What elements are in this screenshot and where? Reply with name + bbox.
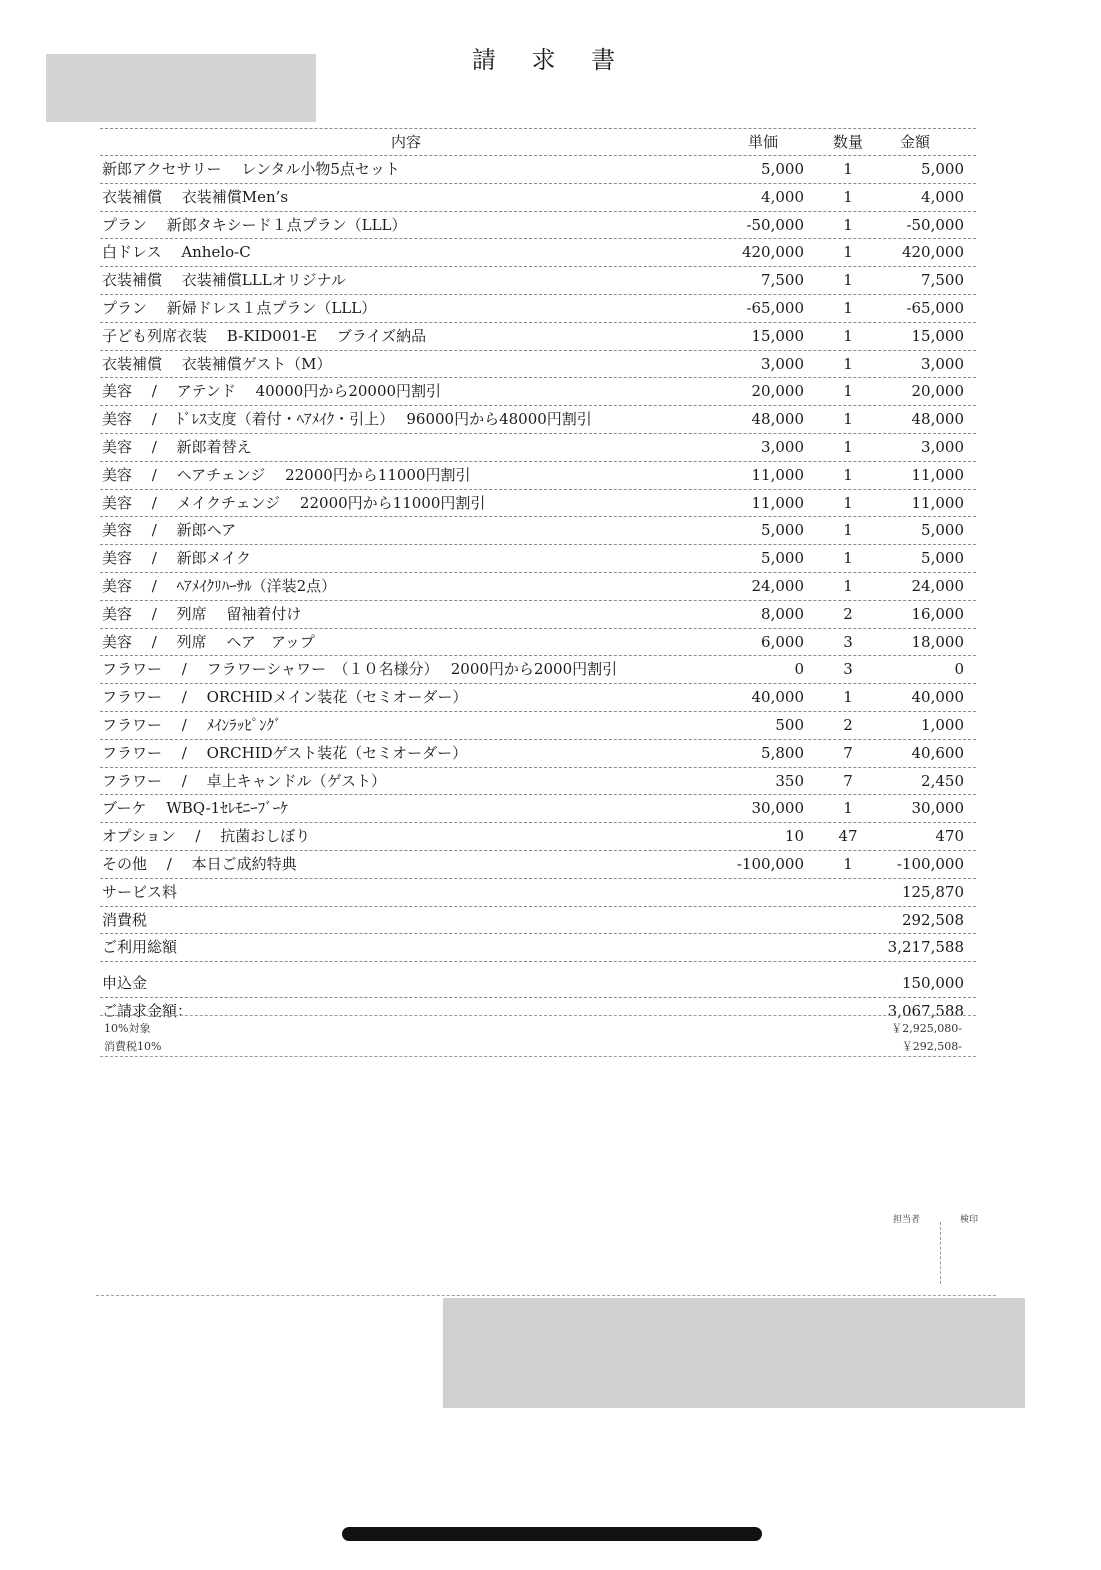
- item-price: 30,000: [751, 799, 804, 818]
- item-qty: 1: [843, 799, 853, 818]
- deposit-label: 申込金: [102, 974, 148, 993]
- item-qty: 2: [843, 604, 853, 623]
- item-desc: 美容 / ﾍｱﾒｲｸﾘﾊｰｻﾙ（洋装2点）: [102, 576, 337, 595]
- item-amount: 3,000: [921, 437, 964, 456]
- item-amount: 16,000: [911, 604, 964, 623]
- staff-stamp-label: 担当者: [893, 1215, 921, 1225]
- item-amount: 40,000: [911, 688, 964, 707]
- item-desc: 美容 / 新郎着替え: [102, 437, 252, 456]
- header-amount: 金額: [899, 133, 930, 151]
- billing-value: 3,067,588: [887, 1001, 964, 1020]
- item-amount: 5,000: [921, 160, 964, 178]
- table-row: [100, 434, 976, 462]
- item-desc: フラワー / ORCHIDゲスト装花（セミオーダー）: [102, 743, 468, 762]
- item-amount: 470: [935, 827, 964, 846]
- item-desc: 衣装補償 衣装補償LLLオリジナル: [102, 271, 346, 290]
- header-desc: 内容: [390, 133, 421, 151]
- item-amount: -65,000: [906, 298, 964, 317]
- item-amount: -50,000: [906, 215, 964, 234]
- item-price: 420,000: [741, 243, 804, 262]
- table-row: [100, 851, 976, 879]
- tax-rate-row: [100, 1038, 976, 1057]
- item-qty: 1: [843, 854, 853, 873]
- summary-tax-row: [100, 907, 976, 935]
- item-amount: 20,000: [911, 382, 964, 401]
- table-row: [100, 517, 976, 545]
- total-value: 3,217,588: [887, 938, 964, 957]
- item-price: 350: [775, 771, 804, 790]
- tax-breakdown: [100, 1015, 976, 1057]
- table-row: [100, 406, 976, 434]
- table-row: [100, 378, 976, 406]
- item-price: 11,000: [751, 465, 804, 484]
- item-price: 8,000: [761, 604, 804, 623]
- item-amount: 5,000: [921, 521, 964, 540]
- service-value: 125,870: [901, 882, 964, 901]
- item-price: 11,000: [751, 493, 804, 512]
- item-desc: 美容 / 列席 留袖着付け: [102, 604, 302, 623]
- item-price: 24,000: [751, 576, 804, 595]
- item-price: -65,000: [746, 298, 804, 317]
- item-qty: 1: [843, 688, 853, 707]
- item-desc: 新郎アクセサリー レンタル小物5点セット: [102, 160, 400, 178]
- table-row: [100, 490, 976, 518]
- item-qty: 1: [843, 298, 853, 317]
- item-qty: 1: [843, 326, 853, 345]
- item-amount: 48,000: [911, 410, 964, 429]
- item-price: 20,000: [751, 382, 804, 401]
- table-row: [100, 239, 976, 267]
- item-qty: 1: [843, 187, 853, 206]
- table-header: [100, 128, 976, 156]
- table-row: [100, 629, 976, 657]
- item-amount: 30,000: [911, 799, 964, 818]
- stamp-divider: [940, 1222, 941, 1284]
- item-desc: 美容 / ﾄﾞﾚｽ支度（着付・ﾍｱﾒｲｸ・引上） 96000円から48000円割引: [102, 410, 592, 429]
- item-qty: 1: [843, 576, 853, 595]
- table-row: [100, 656, 976, 684]
- header-qty: 数量: [832, 133, 863, 151]
- tax-value: 292,508: [901, 910, 964, 929]
- item-desc: 美容 / アテンド 40000円から20000円割引: [102, 382, 442, 401]
- table-row: [100, 601, 976, 629]
- item-desc: フラワー / フラワーシャワー （１０名様分） 2000円から2000円割引: [102, 660, 618, 679]
- item-desc: その他 / 本日ご成約特典: [102, 854, 297, 873]
- item-price: 3,000: [761, 437, 804, 456]
- item-desc: 美容 / 列席 ヘア アップ: [102, 632, 315, 651]
- summary-service-row: [100, 879, 976, 907]
- item-desc: 衣装補償 衣装補償Men’s: [102, 187, 289, 206]
- item-desc: フラワー / ﾒｲﾝﾗｯﾋﾟﾝｸﾞ: [102, 715, 282, 734]
- item-qty: 7: [843, 743, 853, 762]
- table-row: [100, 323, 976, 351]
- item-qty: 3: [843, 632, 853, 651]
- item-price: 40,000: [751, 688, 804, 707]
- table-row: [100, 462, 976, 490]
- header-price: 単価: [747, 133, 778, 151]
- table-row: [100, 712, 976, 740]
- item-price: 500: [775, 715, 804, 734]
- item-amount: 18,000: [911, 632, 964, 651]
- table-row: [100, 795, 976, 823]
- item-amount: 0: [954, 660, 964, 679]
- tax-label: 消費税: [102, 910, 148, 929]
- item-qty: 1: [843, 382, 853, 401]
- item-qty: 1: [843, 521, 853, 540]
- item-qty: 47: [838, 827, 858, 846]
- item-qty: 1: [843, 243, 853, 262]
- item-desc: オプション / 抗菌おしぼり: [102, 827, 311, 846]
- item-rows: [100, 156, 976, 879]
- item-qty: 1: [843, 549, 853, 568]
- item-price: 5,000: [761, 521, 804, 540]
- item-amount: -100,000: [896, 854, 964, 873]
- item-desc: 白ドレス Anhelo-C: [102, 243, 251, 262]
- deposit-value: 150,000: [901, 974, 964, 993]
- item-amount: 4,000: [921, 187, 964, 206]
- tax-target-row: [100, 1020, 976, 1038]
- billing-label: ご請求金額：: [102, 1001, 193, 1020]
- item-amount: 7,500: [921, 271, 964, 290]
- home-indicator[interactable]: [342, 1527, 762, 1541]
- table-row: [100, 295, 976, 323]
- item-price: 15,000: [751, 326, 804, 345]
- table-row: [100, 267, 976, 295]
- item-desc: 衣装補償 衣装補償ゲスト（M）: [102, 354, 332, 373]
- item-qty: 2: [843, 715, 853, 734]
- item-amount: 11,000: [911, 493, 964, 512]
- item-price: 7,500: [761, 271, 804, 290]
- item-price: 5,000: [761, 549, 804, 568]
- item-qty: 1: [843, 354, 853, 373]
- invoice-table: [100, 128, 976, 1025]
- table-row: [100, 156, 976, 184]
- summary-deposit-row: [100, 970, 976, 998]
- item-qty: 1: [843, 215, 853, 234]
- item-amount: 420,000: [901, 243, 964, 262]
- item-desc: 美容 / 新郎ヘア: [102, 521, 237, 540]
- approval-stamp-label: 検印: [960, 1215, 979, 1225]
- item-amount: 1,000: [921, 715, 964, 734]
- item-qty: 1: [843, 271, 853, 290]
- service-label: サービス料: [102, 882, 178, 901]
- item-amount: 40,600: [911, 743, 964, 762]
- item-desc: 美容 / メイクチェンジ 22000円から11000円割引: [102, 493, 486, 512]
- item-price: -100,000: [736, 854, 804, 873]
- tax-target-label: 10%対象: [104, 1022, 151, 1035]
- table-row: [100, 740, 976, 768]
- item-price: 6,000: [761, 632, 804, 651]
- table-row: [100, 545, 976, 573]
- item-amount: 24,000: [911, 576, 964, 595]
- redacted-block-bottom: [443, 1298, 1025, 1408]
- item-qty: 3: [843, 660, 853, 679]
- item-qty: 1: [843, 493, 853, 512]
- item-desc: ブーケ WBQ-1ｾﾚﾓﾆｰﾌﾞｰｹ: [102, 799, 288, 818]
- tax-target-value: ￥2,925,080-: [891, 1022, 962, 1035]
- table-row: [100, 768, 976, 796]
- item-amount: 5,000: [921, 549, 964, 568]
- table-row: [100, 351, 976, 379]
- total-label: ご利用総額: [102, 938, 178, 957]
- item-qty: 1: [843, 410, 853, 429]
- item-amount: 11,000: [911, 465, 964, 484]
- item-amount: 15,000: [911, 326, 964, 345]
- item-desc: 子ども列席衣装 B-KID001-E ブライズ納品: [102, 326, 427, 345]
- table-row: [100, 684, 976, 712]
- item-qty: 7: [843, 771, 853, 790]
- item-desc: フラワー / 卓上キャンドル（ゲスト）: [102, 771, 386, 790]
- item-qty: 1: [843, 160, 853, 178]
- cut-line: [96, 1295, 996, 1296]
- item-price: 0: [794, 660, 804, 679]
- item-price: 3,000: [761, 354, 804, 373]
- item-price: 5,800: [761, 743, 804, 762]
- item-desc: プラン 新郎タキシード１点プラン（LLL）: [102, 215, 407, 234]
- table-row: [100, 573, 976, 601]
- item-price: -50,000: [746, 215, 804, 234]
- document-title: 請 求 書: [471, 46, 630, 74]
- table-row: [100, 823, 976, 851]
- item-amount: 2,450: [921, 771, 964, 790]
- summary-total-row: [100, 934, 976, 962]
- item-desc: 美容 / ヘアチェンジ 22000円から11000円割引: [102, 465, 471, 484]
- table-row: [100, 184, 976, 212]
- item-qty: 1: [843, 437, 853, 456]
- item-desc: プラン 新婦ドレス１点プラン（LLL）: [102, 298, 377, 317]
- item-desc: 美容 / 新郎メイク: [102, 549, 251, 568]
- item-price: 48,000: [751, 410, 804, 429]
- item-qty: 1: [843, 465, 853, 484]
- item-price: 5,000: [761, 160, 804, 178]
- item-price: 4,000: [761, 187, 804, 206]
- table-row: [100, 212, 976, 240]
- item-price: 10: [784, 827, 804, 846]
- item-desc: フラワー / ORCHIDメイン装花（セミオーダー）: [102, 688, 468, 707]
- tax-rate-label: 消費税10%: [104, 1040, 162, 1053]
- item-amount: 3,000: [921, 354, 964, 373]
- tax-rate-value: ￥292,508-: [901, 1040, 962, 1053]
